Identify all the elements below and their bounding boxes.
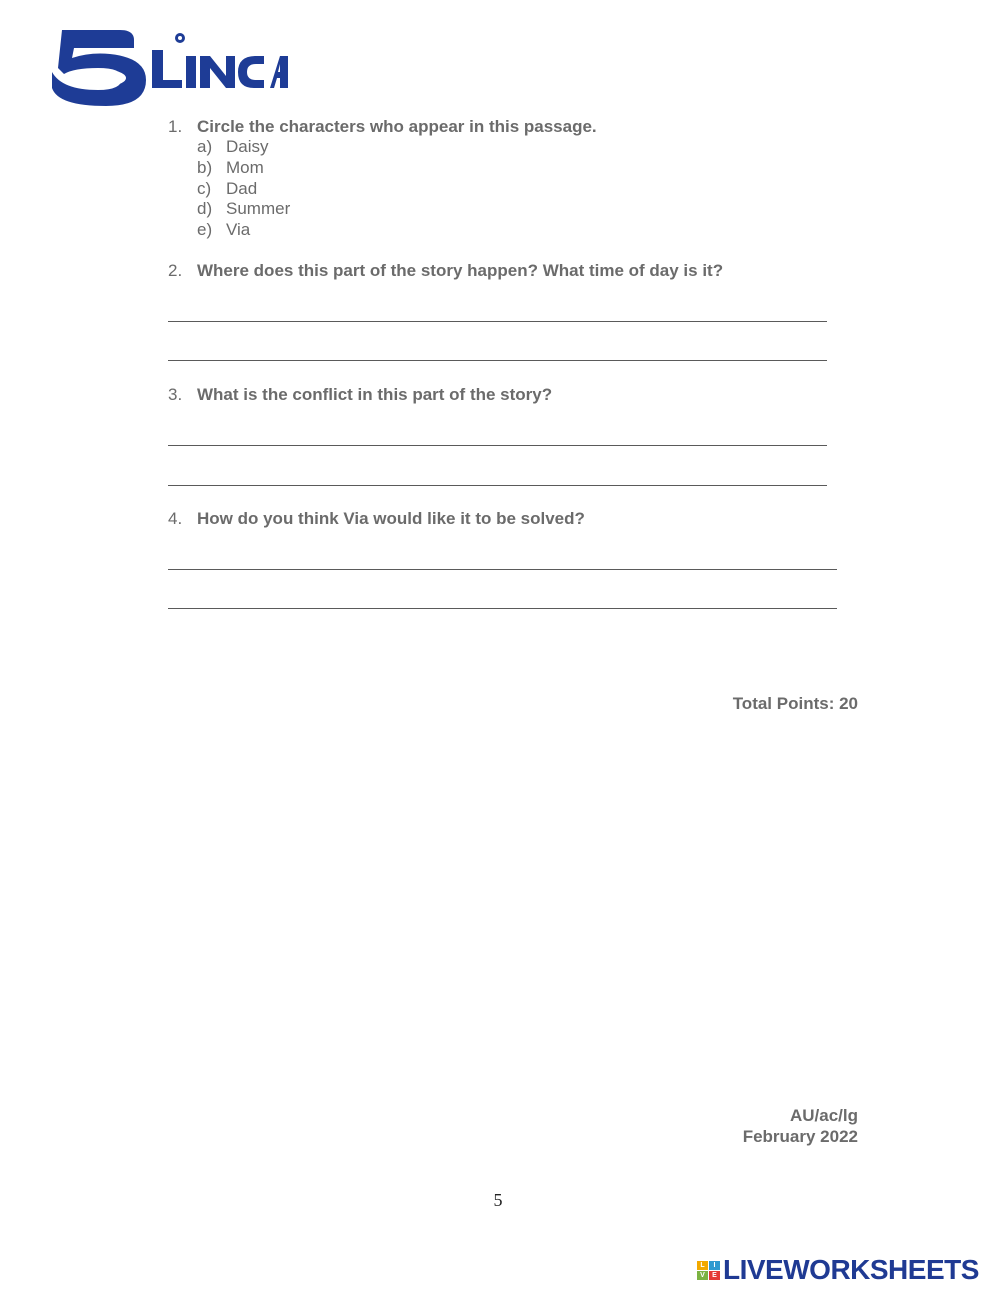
liveworksheets-logo[interactable]	[697, 1256, 979, 1284]
answer-line-2b[interactable]	[168, 360, 827, 361]
lw-block-e: E	[709, 1271, 720, 1280]
question-1-text: Circle the characters who appear in this passage.	[197, 117, 597, 136]
question-1-number: 1.	[168, 117, 183, 136]
question-4-number: 4.	[168, 509, 183, 528]
page-number: 5	[493, 1190, 503, 1210]
question-2-text: Where does this part of the story happen? What time of day is it?	[197, 261, 724, 280]
option-b-letter: b)	[197, 158, 213, 177]
option-c-letter: c)	[197, 179, 212, 198]
answer-line-2a[interactable]	[168, 321, 827, 322]
option-e-text[interactable]: Via	[226, 220, 251, 239]
linca-logo	[50, 28, 290, 108]
footer-date: February 2022	[742, 1127, 858, 1146]
option-a-text[interactable]: Daisy	[226, 137, 269, 156]
total-points: Total Points: 20	[732, 694, 858, 713]
answer-line-3a[interactable]	[168, 445, 827, 446]
answer-line-3b[interactable]	[168, 485, 827, 486]
lw-block-i: I	[709, 1261, 720, 1270]
linca-logo-graphic	[50, 28, 290, 108]
option-e-letter: e)	[197, 220, 213, 239]
answer-line-4b[interactable]	[168, 608, 837, 609]
footer-code: AU/ac/lg	[789, 1106, 858, 1125]
lw-block-l: L	[697, 1261, 708, 1270]
question-3-number: 3.	[168, 385, 183, 404]
option-d-letter: d)	[197, 199, 213, 218]
liveworksheets-wordmark: LIVEWORKSHEETS	[723, 1254, 979, 1285]
option-c-text[interactable]: Dad	[226, 179, 258, 198]
liveworksheets-blocks-icon	[697, 1261, 720, 1280]
question-4-text: How do you think Via would like it to be solved?	[197, 509, 585, 528]
option-d-text[interactable]: Summer	[226, 199, 291, 218]
lw-block-v: V	[697, 1271, 708, 1280]
option-b-text[interactable]: Mom	[226, 158, 264, 177]
question-3-text: What is the conflict in this part of the story?	[197, 385, 553, 404]
option-a-letter: a)	[197, 137, 213, 156]
question-2-number: 2.	[168, 261, 183, 280]
answer-line-4a[interactable]	[168, 569, 837, 570]
